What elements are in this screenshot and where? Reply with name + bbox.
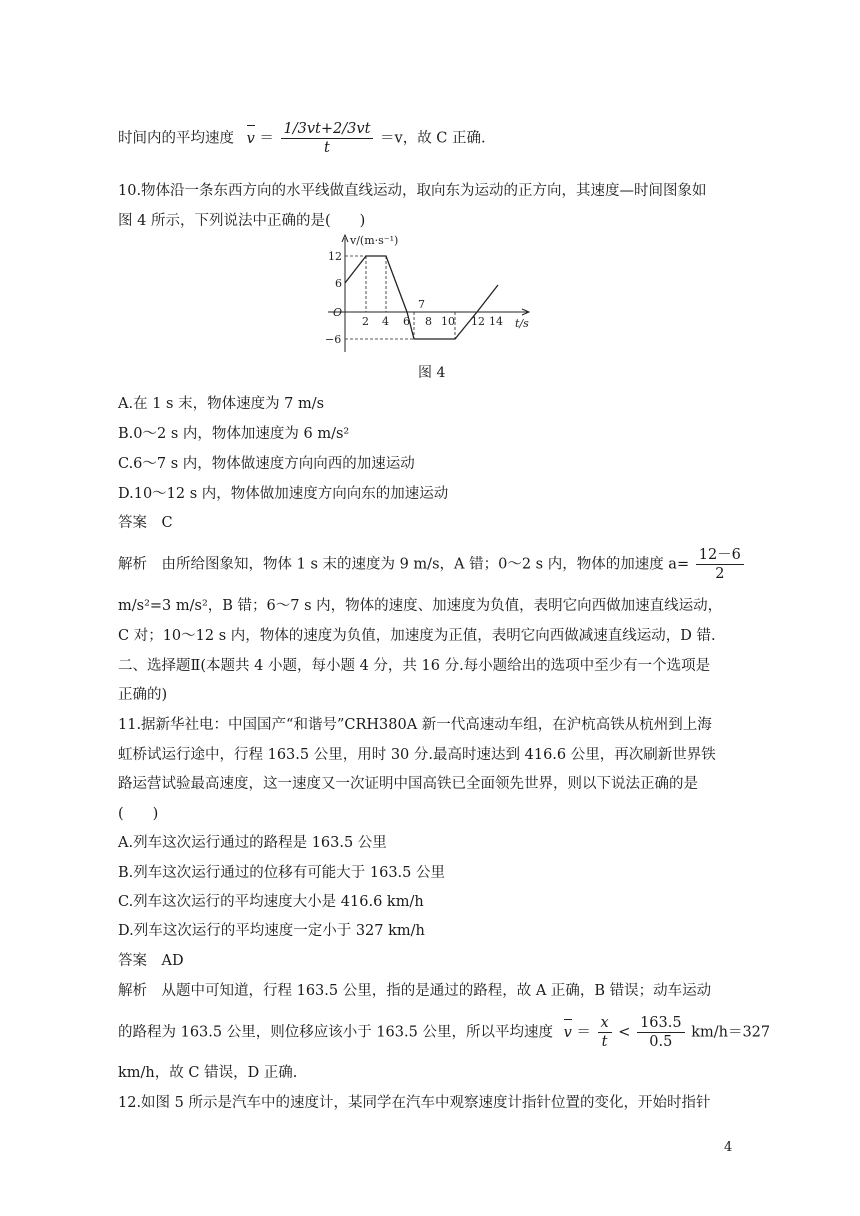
q11-option-b: B.列车这次运行通过的位移有可能大于 163.5 公里	[118, 865, 445, 881]
formula-x-over-t	[598, 1014, 612, 1051]
q11-answer: 答案 AD	[118, 953, 184, 969]
formula-acc-den: 2	[715, 566, 725, 582]
q10-exp-text: 解析 由所给图象知，物体 1 s 末的速度为 9 m/s，A 错；0～2 s 内，物体的加速度 a=	[118, 556, 690, 573]
v-bar-symbol-2: v	[564, 1022, 572, 1044]
q12-stem-1: 12.如图 5 所示是汽车中的速度计，某同学在汽车中观察速度计指针位置的变化，开始时指针	[118, 1095, 711, 1111]
formula-time: 0.5	[649, 1034, 673, 1050]
q10-answer: 答案 C	[118, 515, 173, 531]
x-tick-2: 2	[362, 315, 369, 328]
q11-stem-2: 虹桥试运行途中，行程 163.5 公里，用时 30 分.最高时速达到 416.6 公里，再次刷新世界铁	[118, 747, 716, 763]
section-2-header-2: 正确的)	[118, 687, 168, 703]
x-tick-12: 12	[471, 315, 485, 328]
formula-numerator: 1/3vt+2/3vt	[281, 120, 374, 139]
q11-explanation-2	[118, 1014, 770, 1051]
equals-sign-2: ＝	[576, 1024, 591, 1041]
q11-explanation-3: km/h，故 C 错误，D 正确.	[118, 1065, 298, 1081]
formula-distance-over-time	[637, 1014, 685, 1051]
q11-stem-1: 11.据新华社电：中国国产“和谐号”CRH380A 新一代高速动车组，在沪杭高铁从杭州到上海	[118, 717, 712, 733]
q11-exp2-tail: km/h＝327	[691, 1024, 771, 1041]
y-tick-neg6: −6	[325, 333, 342, 346]
figure-4-vt-graph	[318, 232, 538, 362]
q10-explanation-1	[118, 546, 746, 583]
x-axis-label: t/s	[515, 317, 529, 330]
section-2-header-1: 二、选择题Ⅱ(本题共 4 小题，每小题 4 分，共 16 分.每小题给出的选项中至少有一个选项是	[118, 658, 711, 674]
text-conclusion: ＝v，故 C 正确.	[380, 130, 486, 147]
equals-sign: ＝	[259, 130, 274, 147]
q10-explanation-2: m/s²=3 m/s²，B 错；6～7 s 内，物体的速度、加速度为负值，表明它向西做加速直线运动，	[118, 598, 723, 614]
x-tick-4: 4	[382, 315, 389, 328]
x-tick-6: 6	[403, 315, 410, 328]
q10-option-b: B.0～2 s 内，物体加速度为 6 m/s²	[118, 426, 350, 442]
formula-x: x	[598, 1014, 612, 1033]
q11-option-a: A.列车这次运行通过的路程是 163.5 公里	[118, 835, 387, 851]
q11-explanation-1: 解析 从题中可知道，行程 163.5 公里，指的是通过的路程，故 A 正确，B 错误；动车运动	[118, 983, 712, 999]
q11-stem-4: ( )	[118, 806, 159, 822]
origin-label: O	[333, 306, 343, 319]
x-tick-8: 8	[425, 315, 432, 328]
q10-stem-1: 10.物体沿一条东西方向的水平线做直线运动，取向东为运动的正方向，其速度—时间图象如	[118, 183, 707, 199]
q10-stem-2: 图 4 所示，下列说法中正确的是( )	[118, 213, 366, 229]
formula-distance: 163.5	[637, 1014, 685, 1033]
q10-option-d: D.10～12 s 内，物体做加速度方向向东的加速运动	[118, 486, 449, 502]
q11-option-d: D.列车这次运行的平均速度一定小于 327 km/h	[118, 923, 425, 939]
q10-option-c: C.6～7 s 内，物体做速度方向向西的加速运动	[118, 456, 415, 472]
y-tick-6: 6	[335, 277, 342, 290]
formula-acceleration	[696, 546, 744, 583]
figure-caption: 图 4	[418, 365, 446, 381]
page-number: 4	[724, 1140, 733, 1155]
formula-denominator: t	[324, 140, 330, 156]
annot-7: 7	[418, 298, 425, 311]
formula-acc-num: 12－6	[696, 546, 744, 565]
y-tick-12: 12	[328, 250, 342, 263]
q11-exp2-text: 的路程为 163.5 公里，则位移应该小于 163.5 公里，所以平均速度	[118, 1024, 553, 1041]
q11-stem-3: 路运营试验最高速度，这一速度又一次证明中国高铁已全面领先世界，则以下说法正确的是	[118, 776, 698, 792]
q11-option-c: C.列车这次运行的平均速度大小是 416.6 km/h	[118, 894, 424, 910]
y-axis-label: v/(m·s⁻¹)	[350, 234, 399, 247]
x-tick-14: 14	[489, 315, 503, 328]
less-than-sign: <	[618, 1024, 631, 1041]
text-avg-speed: 时间内的平均速度	[118, 130, 234, 147]
formula-t: t	[601, 1034, 608, 1050]
v-bar-symbol: v	[247, 128, 255, 150]
q10-explanation-3: C 对；10～12 s 内，物体的速度为负值，加速度为正值，表明它向西做减速直线运动，D 错.	[118, 628, 716, 644]
formula-avg-speed	[281, 120, 374, 157]
line-avg-speed	[118, 120, 486, 157]
x-tick-10: 10	[441, 315, 455, 328]
q10-option-a: A.在 1 s 末，物体速度为 7 m/s	[118, 396, 325, 412]
